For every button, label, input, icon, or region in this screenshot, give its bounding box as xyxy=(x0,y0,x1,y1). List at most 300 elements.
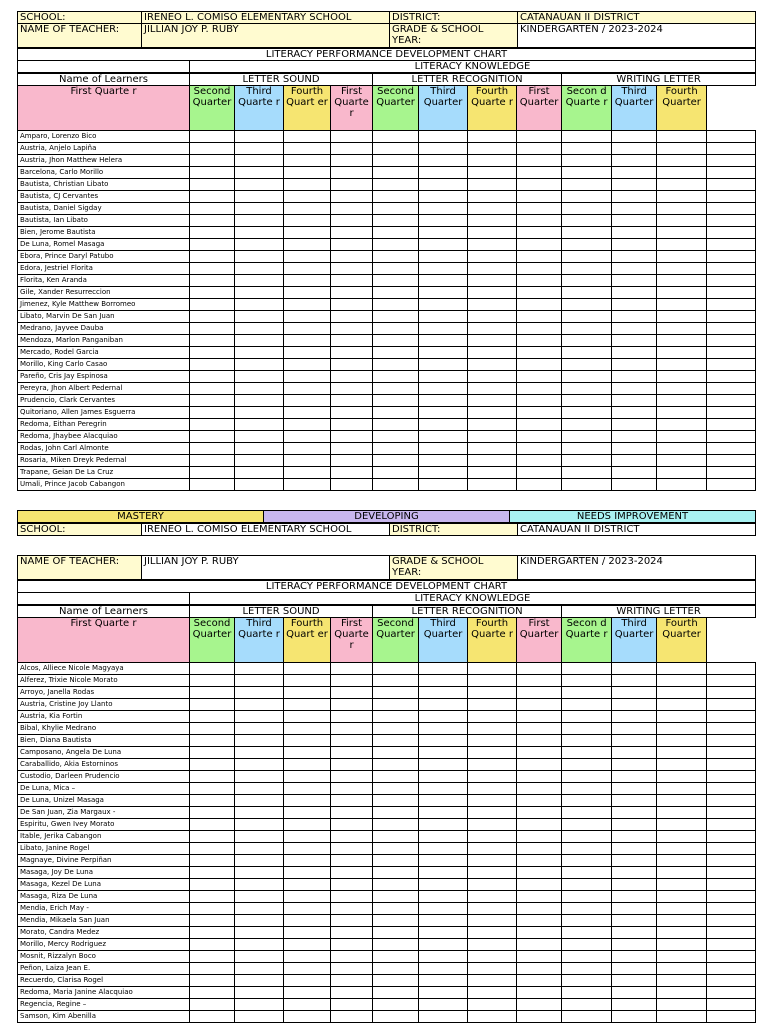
score-cell[interactable] xyxy=(190,143,235,155)
score-cell[interactable] xyxy=(190,927,235,939)
score-cell[interactable] xyxy=(284,239,331,251)
score-cell[interactable] xyxy=(190,263,235,275)
score-cell[interactable] xyxy=(190,455,235,467)
score-cell[interactable] xyxy=(517,975,562,987)
score-cell[interactable] xyxy=(468,747,517,759)
score-cell[interactable] xyxy=(331,675,373,687)
score-cell[interactable] xyxy=(562,323,612,335)
score-cell[interactable] xyxy=(517,747,562,759)
score-cell[interactable] xyxy=(235,191,284,203)
score-cell[interactable] xyxy=(707,143,756,155)
score-cell[interactable] xyxy=(562,783,612,795)
score-cell[interactable] xyxy=(419,179,468,191)
score-cell[interactable] xyxy=(373,191,419,203)
score-cell[interactable] xyxy=(419,287,468,299)
score-cell[interactable] xyxy=(468,771,517,783)
score-cell[interactable] xyxy=(331,939,373,951)
score-cell[interactable] xyxy=(235,395,284,407)
score-cell[interactable] xyxy=(284,807,331,819)
score-cell[interactable] xyxy=(612,735,657,747)
score-cell[interactable] xyxy=(612,903,657,915)
score-cell[interactable] xyxy=(612,831,657,843)
score-cell[interactable] xyxy=(517,999,562,1011)
score-cell[interactable] xyxy=(707,455,756,467)
score-cell[interactable] xyxy=(468,879,517,891)
score-cell[interactable] xyxy=(419,951,468,963)
score-cell[interactable] xyxy=(284,155,331,167)
score-cell[interactable] xyxy=(657,323,707,335)
score-cell[interactable] xyxy=(468,807,517,819)
score-cell[interactable] xyxy=(468,1011,517,1023)
score-cell[interactable] xyxy=(331,323,373,335)
score-cell[interactable] xyxy=(235,675,284,687)
score-cell[interactable] xyxy=(331,455,373,467)
score-cell[interactable] xyxy=(419,711,468,723)
score-cell[interactable] xyxy=(612,747,657,759)
score-cell[interactable] xyxy=(562,155,612,167)
score-cell[interactable] xyxy=(235,251,284,263)
score-cell[interactable] xyxy=(190,323,235,335)
score-cell[interactable] xyxy=(235,759,284,771)
score-cell[interactable] xyxy=(373,771,419,783)
score-cell[interactable] xyxy=(657,711,707,723)
score-cell[interactable] xyxy=(657,927,707,939)
score-cell[interactable] xyxy=(331,443,373,455)
score-cell[interactable] xyxy=(190,723,235,735)
score-cell[interactable] xyxy=(419,227,468,239)
score-cell[interactable] xyxy=(190,819,235,831)
score-cell[interactable] xyxy=(612,675,657,687)
score-cell[interactable] xyxy=(707,831,756,843)
score-cell[interactable] xyxy=(468,335,517,347)
score-cell[interactable] xyxy=(373,251,419,263)
score-cell[interactable] xyxy=(707,167,756,179)
score-cell[interactable] xyxy=(517,215,562,227)
score-cell[interactable] xyxy=(331,263,373,275)
score-cell[interactable] xyxy=(235,843,284,855)
score-cell[interactable] xyxy=(190,783,235,795)
score-cell[interactable] xyxy=(562,699,612,711)
score-cell[interactable] xyxy=(707,795,756,807)
score-cell[interactable] xyxy=(235,687,284,699)
score-cell[interactable] xyxy=(284,455,331,467)
score-cell[interactable] xyxy=(468,263,517,275)
score-cell[interactable] xyxy=(707,879,756,891)
score-cell[interactable] xyxy=(419,795,468,807)
score-cell[interactable] xyxy=(190,687,235,699)
score-cell[interactable] xyxy=(419,419,468,431)
score-cell[interactable] xyxy=(284,203,331,215)
score-cell[interactable] xyxy=(657,999,707,1011)
score-cell[interactable] xyxy=(419,843,468,855)
score-cell[interactable] xyxy=(468,903,517,915)
score-cell[interactable] xyxy=(235,783,284,795)
score-cell[interactable] xyxy=(419,879,468,891)
score-cell[interactable] xyxy=(612,699,657,711)
score-cell[interactable] xyxy=(468,443,517,455)
score-cell[interactable] xyxy=(373,687,419,699)
score-cell[interactable] xyxy=(190,903,235,915)
score-cell[interactable] xyxy=(612,323,657,335)
score-cell[interactable] xyxy=(517,167,562,179)
score-cell[interactable] xyxy=(419,191,468,203)
score-cell[interactable] xyxy=(517,251,562,263)
score-cell[interactable] xyxy=(373,723,419,735)
score-cell[interactable] xyxy=(468,359,517,371)
score-cell[interactable] xyxy=(657,251,707,263)
score-cell[interactable] xyxy=(373,879,419,891)
score-cell[interactable] xyxy=(517,227,562,239)
score-cell[interactable] xyxy=(373,179,419,191)
score-cell[interactable] xyxy=(707,395,756,407)
score-cell[interactable] xyxy=(707,747,756,759)
score-cell[interactable] xyxy=(562,675,612,687)
score-cell[interactable] xyxy=(657,191,707,203)
score-cell[interactable] xyxy=(373,467,419,479)
score-cell[interactable] xyxy=(707,203,756,215)
score-cell[interactable] xyxy=(235,903,284,915)
score-cell[interactable] xyxy=(707,855,756,867)
score-cell[interactable] xyxy=(190,419,235,431)
score-cell[interactable] xyxy=(284,963,331,975)
score-cell[interactable] xyxy=(517,383,562,395)
score-cell[interactable] xyxy=(562,215,612,227)
score-cell[interactable] xyxy=(284,191,331,203)
score-cell[interactable] xyxy=(517,263,562,275)
score-cell[interactable] xyxy=(373,867,419,879)
score-cell[interactable] xyxy=(707,975,756,987)
score-cell[interactable] xyxy=(612,987,657,999)
score-cell[interactable] xyxy=(190,467,235,479)
score-cell[interactable] xyxy=(373,359,419,371)
score-cell[interactable] xyxy=(562,999,612,1011)
score-cell[interactable] xyxy=(373,155,419,167)
score-cell[interactable] xyxy=(657,735,707,747)
score-cell[interactable] xyxy=(562,395,612,407)
score-cell[interactable] xyxy=(190,215,235,227)
score-cell[interactable] xyxy=(284,699,331,711)
score-cell[interactable] xyxy=(190,663,235,675)
score-cell[interactable] xyxy=(331,287,373,299)
score-cell[interactable] xyxy=(373,759,419,771)
score-cell[interactable] xyxy=(419,431,468,443)
score-cell[interactable] xyxy=(331,395,373,407)
score-cell[interactable] xyxy=(419,903,468,915)
score-cell[interactable] xyxy=(284,771,331,783)
score-cell[interactable] xyxy=(190,191,235,203)
score-cell[interactable] xyxy=(468,167,517,179)
score-cell[interactable] xyxy=(284,831,331,843)
score-cell[interactable] xyxy=(190,395,235,407)
score-cell[interactable] xyxy=(517,407,562,419)
score-cell[interactable] xyxy=(235,735,284,747)
score-cell[interactable] xyxy=(517,939,562,951)
score-cell[interactable] xyxy=(562,867,612,879)
score-cell[interactable] xyxy=(707,299,756,311)
score-cell[interactable] xyxy=(419,663,468,675)
score-cell[interactable] xyxy=(331,467,373,479)
score-cell[interactable] xyxy=(707,987,756,999)
score-cell[interactable] xyxy=(612,227,657,239)
score-cell[interactable] xyxy=(612,179,657,191)
score-cell[interactable] xyxy=(468,975,517,987)
score-cell[interactable] xyxy=(373,275,419,287)
score-cell[interactable] xyxy=(612,383,657,395)
score-cell[interactable] xyxy=(707,359,756,371)
score-cell[interactable] xyxy=(284,867,331,879)
score-cell[interactable] xyxy=(612,807,657,819)
score-cell[interactable] xyxy=(657,263,707,275)
score-cell[interactable] xyxy=(284,975,331,987)
score-cell[interactable] xyxy=(235,999,284,1011)
score-cell[interactable] xyxy=(373,819,419,831)
score-cell[interactable] xyxy=(562,383,612,395)
score-cell[interactable] xyxy=(419,771,468,783)
score-cell[interactable] xyxy=(373,299,419,311)
score-cell[interactable] xyxy=(468,431,517,443)
score-cell[interactable] xyxy=(235,263,284,275)
score-cell[interactable] xyxy=(419,263,468,275)
score-cell[interactable] xyxy=(419,395,468,407)
score-cell[interactable] xyxy=(612,951,657,963)
score-cell[interactable] xyxy=(373,239,419,251)
score-cell[interactable] xyxy=(707,687,756,699)
score-cell[interactable] xyxy=(707,263,756,275)
score-cell[interactable] xyxy=(562,359,612,371)
score-cell[interactable] xyxy=(235,987,284,999)
score-cell[interactable] xyxy=(707,759,756,771)
score-cell[interactable] xyxy=(235,891,284,903)
score-cell[interactable] xyxy=(235,467,284,479)
score-cell[interactable] xyxy=(612,239,657,251)
score-cell[interactable] xyxy=(657,155,707,167)
score-cell[interactable] xyxy=(562,251,612,263)
score-cell[interactable] xyxy=(284,879,331,891)
score-cell[interactable] xyxy=(517,927,562,939)
score-cell[interactable] xyxy=(331,239,373,251)
score-cell[interactable] xyxy=(657,915,707,927)
score-cell[interactable] xyxy=(284,131,331,143)
score-cell[interactable] xyxy=(284,723,331,735)
score-cell[interactable] xyxy=(517,143,562,155)
score-cell[interactable] xyxy=(562,239,612,251)
score-cell[interactable] xyxy=(657,759,707,771)
score-cell[interactable] xyxy=(612,999,657,1011)
score-cell[interactable] xyxy=(284,275,331,287)
score-cell[interactable] xyxy=(612,347,657,359)
score-cell[interactable] xyxy=(419,371,468,383)
score-cell[interactable] xyxy=(612,251,657,263)
score-cell[interactable] xyxy=(190,251,235,263)
score-cell[interactable] xyxy=(517,479,562,491)
score-cell[interactable] xyxy=(468,203,517,215)
score-cell[interactable] xyxy=(468,179,517,191)
score-cell[interactable] xyxy=(612,939,657,951)
score-cell[interactable] xyxy=(190,131,235,143)
score-cell[interactable] xyxy=(612,443,657,455)
score-cell[interactable] xyxy=(190,711,235,723)
score-cell[interactable] xyxy=(284,383,331,395)
score-cell[interactable] xyxy=(517,359,562,371)
score-cell[interactable] xyxy=(517,1011,562,1023)
score-cell[interactable] xyxy=(284,675,331,687)
score-cell[interactable] xyxy=(562,939,612,951)
score-cell[interactable] xyxy=(419,131,468,143)
score-cell[interactable] xyxy=(612,915,657,927)
score-cell[interactable] xyxy=(190,1011,235,1023)
score-cell[interactable] xyxy=(657,951,707,963)
score-cell[interactable] xyxy=(284,939,331,951)
score-cell[interactable] xyxy=(707,311,756,323)
score-cell[interactable] xyxy=(331,855,373,867)
score-cell[interactable] xyxy=(419,831,468,843)
score-cell[interactable] xyxy=(612,359,657,371)
score-cell[interactable] xyxy=(284,987,331,999)
score-cell[interactable] xyxy=(517,963,562,975)
score-cell[interactable] xyxy=(612,299,657,311)
score-cell[interactable] xyxy=(612,431,657,443)
score-cell[interactable] xyxy=(373,395,419,407)
score-cell[interactable] xyxy=(468,311,517,323)
score-cell[interactable] xyxy=(373,263,419,275)
score-cell[interactable] xyxy=(331,251,373,263)
score-cell[interactable] xyxy=(707,419,756,431)
score-cell[interactable] xyxy=(612,795,657,807)
score-cell[interactable] xyxy=(707,431,756,443)
score-cell[interactable] xyxy=(284,795,331,807)
score-cell[interactable] xyxy=(562,143,612,155)
score-cell[interactable] xyxy=(235,807,284,819)
score-cell[interactable] xyxy=(331,167,373,179)
score-cell[interactable] xyxy=(612,263,657,275)
score-cell[interactable] xyxy=(373,143,419,155)
score-cell[interactable] xyxy=(190,287,235,299)
score-cell[interactable] xyxy=(373,407,419,419)
score-cell[interactable] xyxy=(284,323,331,335)
score-cell[interactable] xyxy=(517,771,562,783)
score-cell[interactable] xyxy=(657,167,707,179)
score-cell[interactable] xyxy=(190,831,235,843)
score-cell[interactable] xyxy=(373,975,419,987)
score-cell[interactable] xyxy=(419,759,468,771)
score-cell[interactable] xyxy=(612,479,657,491)
score-cell[interactable] xyxy=(517,467,562,479)
score-cell[interactable] xyxy=(707,663,756,675)
score-cell[interactable] xyxy=(373,831,419,843)
score-cell[interactable] xyxy=(235,215,284,227)
score-cell[interactable] xyxy=(284,227,331,239)
score-cell[interactable] xyxy=(373,311,419,323)
score-cell[interactable] xyxy=(468,831,517,843)
score-cell[interactable] xyxy=(284,467,331,479)
score-cell[interactable] xyxy=(284,419,331,431)
score-cell[interactable] xyxy=(612,687,657,699)
score-cell[interactable] xyxy=(468,843,517,855)
score-cell[interactable] xyxy=(707,867,756,879)
score-cell[interactable] xyxy=(468,699,517,711)
score-cell[interactable] xyxy=(331,1011,373,1023)
score-cell[interactable] xyxy=(517,455,562,467)
score-cell[interactable] xyxy=(373,347,419,359)
score-cell[interactable] xyxy=(612,215,657,227)
score-cell[interactable] xyxy=(468,143,517,155)
score-cell[interactable] xyxy=(517,867,562,879)
score-cell[interactable] xyxy=(190,987,235,999)
score-cell[interactable] xyxy=(657,1011,707,1023)
score-cell[interactable] xyxy=(657,831,707,843)
score-cell[interactable] xyxy=(468,383,517,395)
score-cell[interactable] xyxy=(419,699,468,711)
score-cell[interactable] xyxy=(331,711,373,723)
score-cell[interactable] xyxy=(190,771,235,783)
score-cell[interactable] xyxy=(284,395,331,407)
score-cell[interactable] xyxy=(562,735,612,747)
score-cell[interactable] xyxy=(235,855,284,867)
score-cell[interactable] xyxy=(612,975,657,987)
score-cell[interactable] xyxy=(419,975,468,987)
score-cell[interactable] xyxy=(190,879,235,891)
score-cell[interactable] xyxy=(419,867,468,879)
score-cell[interactable] xyxy=(657,299,707,311)
score-cell[interactable] xyxy=(562,227,612,239)
score-cell[interactable] xyxy=(657,479,707,491)
score-cell[interactable] xyxy=(562,455,612,467)
score-cell[interactable] xyxy=(331,663,373,675)
score-cell[interactable] xyxy=(284,903,331,915)
score-cell[interactable] xyxy=(419,747,468,759)
score-cell[interactable] xyxy=(517,371,562,383)
score-cell[interactable] xyxy=(562,263,612,275)
score-cell[interactable] xyxy=(612,879,657,891)
score-cell[interactable] xyxy=(190,479,235,491)
score-cell[interactable] xyxy=(468,455,517,467)
score-cell[interactable] xyxy=(707,335,756,347)
score-cell[interactable] xyxy=(235,155,284,167)
score-cell[interactable] xyxy=(284,663,331,675)
score-cell[interactable] xyxy=(373,711,419,723)
score-cell[interactable] xyxy=(373,443,419,455)
score-cell[interactable] xyxy=(331,155,373,167)
score-cell[interactable] xyxy=(419,155,468,167)
score-cell[interactable] xyxy=(612,335,657,347)
score-cell[interactable] xyxy=(284,407,331,419)
score-cell[interactable] xyxy=(373,807,419,819)
score-cell[interactable] xyxy=(657,359,707,371)
score-cell[interactable] xyxy=(419,939,468,951)
score-cell[interactable] xyxy=(657,783,707,795)
score-cell[interactable] xyxy=(468,867,517,879)
score-cell[interactable] xyxy=(331,479,373,491)
score-cell[interactable] xyxy=(235,723,284,735)
score-cell[interactable] xyxy=(468,275,517,287)
score-cell[interactable] xyxy=(284,371,331,383)
score-cell[interactable] xyxy=(235,239,284,251)
score-cell[interactable] xyxy=(235,1011,284,1023)
score-cell[interactable] xyxy=(373,783,419,795)
score-cell[interactable] xyxy=(419,299,468,311)
score-cell[interactable] xyxy=(468,675,517,687)
score-cell[interactable] xyxy=(517,807,562,819)
score-cell[interactable] xyxy=(517,915,562,927)
score-cell[interactable] xyxy=(331,311,373,323)
score-cell[interactable] xyxy=(190,891,235,903)
score-cell[interactable] xyxy=(331,891,373,903)
score-cell[interactable] xyxy=(468,987,517,999)
score-cell[interactable] xyxy=(517,783,562,795)
score-cell[interactable] xyxy=(235,455,284,467)
score-cell[interactable] xyxy=(517,419,562,431)
score-cell[interactable] xyxy=(331,831,373,843)
